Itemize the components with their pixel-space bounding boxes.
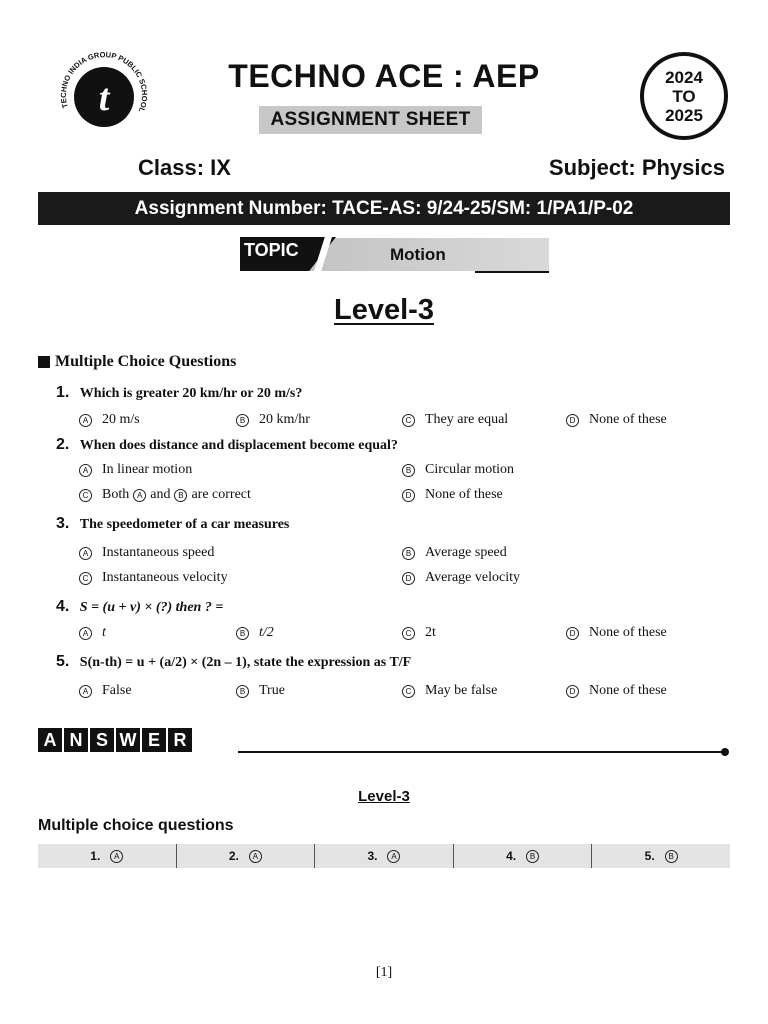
question-number: 1. [56, 384, 70, 401]
circled-letter-a-icon: A [133, 489, 146, 502]
circled-letter-icon: B [402, 547, 415, 560]
option-text: True [259, 683, 285, 698]
question-number: 2. [56, 436, 70, 453]
class-label: Class: IX [138, 155, 231, 180]
topic-underline [475, 271, 549, 273]
option-text: Circular motion [425, 462, 515, 477]
circled-letter-icon: B [526, 850, 539, 863]
option-text: 2t [425, 625, 436, 640]
circled-letter-icon: C [402, 685, 415, 698]
answer-level-title: Level-3 [358, 788, 410, 805]
question-number: 4. [56, 598, 70, 615]
option-text: They are equal [425, 412, 509, 427]
answer-number: 5. [644, 849, 655, 863]
circled-letter-icon: A [79, 547, 92, 560]
question-2 [56, 436, 398, 454]
circled-letter-icon: A [110, 850, 123, 863]
circled-letter-b-icon: B [174, 489, 187, 502]
subject-label: Subject: Physics [548, 155, 725, 180]
level-title: Level-3 [334, 294, 434, 326]
option-text-mid: and [150, 487, 171, 502]
circled-letter-icon: B [665, 850, 678, 863]
option-1a [79, 412, 140, 428]
circled-letter-icon: C [402, 414, 415, 427]
option-text: t/2 [259, 625, 274, 640]
option-text: None of these [589, 683, 667, 698]
topic-label: TOPIC [244, 240, 299, 260]
option-text: In linear motion [102, 462, 193, 477]
question-1 [56, 384, 302, 402]
circled-letter-icon: A [79, 414, 92, 427]
question-number: 5. [56, 653, 70, 670]
option-text-before: Both [102, 487, 130, 502]
option-text: Average speed [425, 545, 507, 560]
question-text: S = (u + v) × (?) then ? = [79, 600, 224, 615]
question-5 [56, 653, 411, 671]
answer-letter: S [90, 728, 114, 752]
option-1d [566, 412, 667, 428]
section-heading [38, 353, 236, 371]
option-text: Average velocity [425, 570, 520, 585]
answer-cell [592, 844, 730, 868]
circled-letter-icon: D [566, 685, 579, 698]
option-5c [402, 683, 497, 699]
year-end: 2025 [665, 105, 703, 125]
year-start: 2024 [665, 67, 703, 87]
question-text: When does distance and displacement become equal? [79, 438, 398, 453]
option-2d [402, 487, 503, 503]
page-title: TECHNO ACE : AEP [228, 58, 540, 94]
option-4c [402, 625, 436, 641]
circled-letter-icon: B [236, 627, 249, 640]
option-2b [402, 462, 514, 478]
option-4a [79, 625, 106, 641]
answer-number: 2. [228, 849, 239, 863]
option-4d [566, 625, 667, 641]
answer-cell [177, 844, 316, 868]
answer-number: 4. [506, 849, 517, 863]
answer-heading: Multiple choice questions [38, 817, 234, 834]
question-text: S(n-th) = u + (a/2) × (2n – 1), state the expression as T/F [79, 655, 412, 670]
answer-letter: R [168, 728, 192, 752]
answer-cell [315, 844, 454, 868]
option-text: 20 m/s [102, 412, 140, 427]
option-text: May be false [425, 683, 498, 698]
answer-letter: E [142, 728, 166, 752]
answer-key-table [38, 844, 730, 868]
square-bullet-icon [38, 356, 50, 368]
option-text: t [102, 625, 106, 640]
circled-letter-icon: A [387, 850, 400, 863]
section-heading-text: Multiple Choice Questions [55, 353, 237, 370]
option-text: None of these [589, 412, 667, 427]
year-badge [640, 52, 728, 140]
option-text: Instantaneous speed [102, 545, 215, 560]
answer-cell [454, 844, 593, 868]
option-4b [236, 625, 274, 641]
option-3b [402, 545, 507, 561]
option-text: None of these [589, 625, 667, 640]
circled-letter-icon: B [236, 685, 249, 698]
answer-letter: N [64, 728, 88, 752]
year-to: TO [672, 86, 696, 106]
circled-letter-icon: A [79, 464, 92, 477]
page-number: [1] [375, 965, 393, 980]
option-text: None of these [425, 487, 503, 502]
answer-letter: A [38, 728, 62, 752]
topic-banner [240, 237, 549, 273]
answer-letter: W [116, 728, 140, 752]
option-text: False [102, 683, 132, 698]
option-text: 20 km/hr [259, 412, 310, 427]
option-3d [402, 570, 520, 586]
option-3c [79, 570, 228, 586]
answer-number: 1. [90, 849, 101, 863]
answer-divider-dot [721, 748, 729, 756]
option-text: Instantaneous velocity [102, 570, 228, 585]
topic-name: Motion [390, 245, 446, 264]
question-3 [56, 515, 289, 533]
option-1b [236, 412, 310, 428]
answer-cell [38, 844, 177, 868]
circled-letter-icon: D [402, 572, 415, 585]
assignment-number-bar: Assignment Number: TACE-AS: 9/24-25/SM: 1/PA1/P-02 [38, 192, 730, 225]
question-number: 3. [56, 515, 70, 532]
option-5d [566, 683, 667, 699]
circled-letter-icon: A [79, 627, 92, 640]
option-1c [402, 412, 508, 428]
option-3a [79, 545, 214, 561]
circled-letter-icon: C [79, 489, 92, 502]
answer-number: 3. [367, 849, 378, 863]
logo-arc-text: TECHNO INDIA GROUP PUBLIC SCHOOL [58, 50, 150, 114]
circled-letter-icon: D [566, 414, 579, 427]
question-text: The speedometer of a car measures [79, 517, 290, 532]
circled-letter-icon: A [79, 685, 92, 698]
svg-text:t: t [98, 77, 110, 119]
circled-letter-icon: D [402, 489, 415, 502]
circled-letter-icon: B [236, 414, 249, 427]
question-4 [56, 598, 223, 616]
option-5b [236, 683, 285, 699]
answer-banner [38, 728, 194, 752]
option-2c [79, 487, 251, 503]
circled-letter-icon: C [402, 627, 415, 640]
option-text-after: are correct [191, 487, 251, 502]
circled-letter-icon: D [566, 627, 579, 640]
circled-letter-icon: B [402, 464, 415, 477]
option-2a [79, 462, 192, 478]
circled-letter-icon: A [249, 850, 262, 863]
assignment-sheet-badge: ASSIGNMENT SHEET [259, 106, 482, 134]
option-5a [79, 683, 132, 699]
answer-divider-line [238, 751, 725, 753]
question-text: Which is greater 20 km/hr or 20 m/s? [79, 386, 303, 401]
circled-letter-icon: C [79, 572, 92, 585]
